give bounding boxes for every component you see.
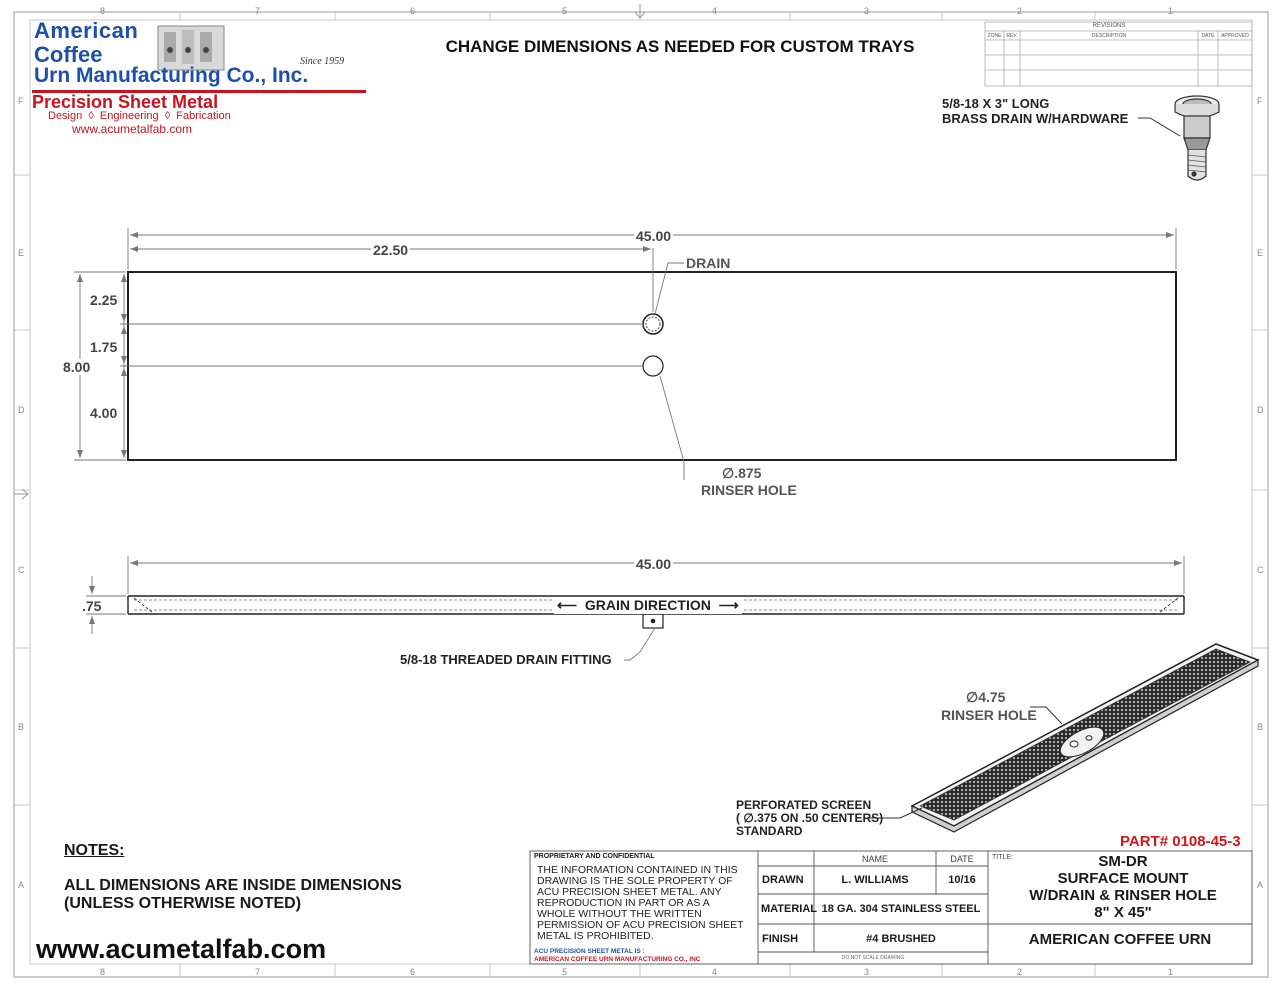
drain-callout: DRAIN xyxy=(686,255,731,271)
right-letter-c: C xyxy=(1257,565,1264,575)
rev-col-description: DESCRIPTION xyxy=(1091,33,1127,39)
tb-drawn-name: L. WILLIAMS xyxy=(841,874,909,886)
top-view-arrowheads xyxy=(77,232,1174,458)
logo-services: Design ◊ Engineering ◊ Fabrication xyxy=(48,110,231,122)
tb-proprietary-heading: PROPRIETARY AND CONFIDENTIAL xyxy=(534,853,655,860)
tb-footer-line2: AMERICAN COFFEE URN MANUFACTURING CO., INC xyxy=(534,956,701,963)
rev-col-rev: REV. xyxy=(1006,33,1018,39)
perforated-callout-2: ( ∅.375 ON .50 CENTERS) xyxy=(736,811,884,825)
iso-rinser-label: RINSER HOLE xyxy=(941,707,1037,723)
threaded-fitting-callout: 5/8-18 THREADED DRAIN FITTING xyxy=(400,652,612,667)
bottom-num-4: 4 xyxy=(712,967,718,977)
top-num-4: 4 xyxy=(712,6,718,16)
dim-side-length: 45.00 xyxy=(636,556,672,572)
dim-overall-length: 45.00 xyxy=(636,228,672,244)
tb-title-label: TITLE: xyxy=(992,854,1014,861)
dim-8-00: 8.00 xyxy=(63,359,91,375)
tb-name-header: NAME xyxy=(861,854,888,864)
header-title: CHANGE DIMENSIONS AS NEEDED FOR CUSTOM TRAYS xyxy=(445,37,915,56)
logo-line1: American xyxy=(34,18,139,43)
company-logo xyxy=(32,18,372,142)
inner-border xyxy=(30,20,1252,964)
rinser-hole xyxy=(643,356,663,376)
tb-title-line2: SURFACE MOUNT xyxy=(1057,870,1189,887)
part-number: PART# 0108-45-3 xyxy=(1120,833,1241,850)
rinser-hole-callout: RINSER HOLE xyxy=(701,482,797,498)
tb-proprietary-text: THE INFORMATION CONTAINED IN THIS DRAWING IS THE SOLE PROPERTY OF ACU PRECISION SHEET METAL. ANY REPRODUCTION IN PART OR AS A WHOLE WITHOUT THE WRITTEN PERMISSION OF ACU PRECISION SHEET METAL IS PROHIBITED. xyxy=(537,864,744,942)
perforated-callout-1: PERFORATED SCREEN xyxy=(736,798,872,812)
left-letter-a: A xyxy=(18,880,25,890)
revisions-title: REVISIONS xyxy=(1092,23,1126,29)
tb-drawn-label: DRAWN xyxy=(762,874,804,886)
top-num-2: 2 xyxy=(1017,6,1023,16)
bottom-num-2: 2 xyxy=(1017,967,1023,977)
dim-4-00: 4.00 xyxy=(90,405,118,421)
tb-title-line1: SM-DR xyxy=(1098,853,1148,870)
outer-border xyxy=(14,12,1268,977)
right-letter-b: B xyxy=(1257,722,1264,732)
tb-date-header: DATE xyxy=(950,854,974,864)
logo-line2: Coffee xyxy=(34,42,103,67)
brass-drain-callout-1: 5/8-18 X 3" LONG xyxy=(942,96,1050,111)
left-letter-b: B xyxy=(18,722,25,732)
left-letter-f: F xyxy=(18,96,24,106)
top-num-3: 3 xyxy=(864,6,870,16)
tb-footer-line1: ACU PRECISION SHEET METAL IS : xyxy=(534,948,645,955)
tb-material-value: 18 GA. 304 STAINLESS STEEL xyxy=(821,903,981,915)
top-view-dims xyxy=(74,228,1176,480)
bottom-num-5: 5 xyxy=(562,967,568,977)
dim-half-length: 22.50 xyxy=(373,242,409,258)
tb-drawn-date: 10/16 xyxy=(948,874,976,886)
bottom-num-6: 6 xyxy=(410,967,416,977)
rev-col-zone: ZONE xyxy=(987,33,1002,39)
brass-drain-illustration xyxy=(1175,96,1219,180)
tb-do-not-scale: DO NOT SCALE DRAWING xyxy=(841,955,905,961)
right-letter-e: E xyxy=(1257,248,1264,258)
top-num-6: 6 xyxy=(410,6,416,16)
top-num-5: 5 xyxy=(562,6,568,16)
bottom-num-3: 3 xyxy=(864,967,870,977)
top-num-7: 7 xyxy=(255,6,261,16)
notes-line1: ALL DIMENSIONS ARE INSIDE DIMENSIONS xyxy=(64,877,402,894)
dim-2-25: 2.25 xyxy=(90,292,118,308)
zone-ticks xyxy=(14,12,1268,977)
left-letter-c: C xyxy=(18,565,25,575)
right-letter-f: F xyxy=(1257,96,1263,106)
website-footer[interactable]: www.acumetalfab.com xyxy=(36,934,327,964)
logo-subtitle: Precision Sheet Metal xyxy=(32,92,219,112)
notes-line2: (UNLESS OTHERWISE NOTED) xyxy=(64,895,302,912)
tb-finish-value: #4 BRUSHED xyxy=(866,933,936,945)
bottom-num-1: 1 xyxy=(1168,967,1174,977)
iso-rinser-dia: ∅4.75 xyxy=(966,689,1006,705)
logo-line3: Urn Manufacturing Co., Inc. xyxy=(34,64,309,87)
rinser-dia-callout: ∅.875 xyxy=(722,465,762,481)
left-letter-e: E xyxy=(18,248,25,258)
grain-direction: ⟵ GRAIN DIRECTION ⟶ xyxy=(554,597,742,614)
top-num-1: 1 xyxy=(1168,6,1174,16)
isometric-tray xyxy=(912,644,1258,832)
revisions-table xyxy=(985,22,1252,86)
logo-url: www.acumetalfab.com xyxy=(72,122,193,136)
rev-col-approved: APPROVED xyxy=(1221,33,1249,39)
brass-drain-callout-2: BRASS DRAIN W/HARDWARE xyxy=(942,111,1129,126)
dim-height: .75 xyxy=(82,598,102,614)
tb-title-line4: 8" X 45" xyxy=(1094,904,1152,921)
tb-material-label: MATERIAL xyxy=(761,903,818,915)
right-letter-d: D xyxy=(1257,405,1264,415)
logo-since: Since 1959 xyxy=(300,56,345,67)
brass-drain-leader xyxy=(1138,118,1180,136)
bottom-num-7: 7 xyxy=(255,967,261,977)
center-mark-left xyxy=(14,489,28,499)
tb-company: AMERICAN COFFEE URN xyxy=(1028,931,1212,948)
right-letter-a: A xyxy=(1257,880,1264,890)
tb-title-line3: W/DRAIN & RINSER HOLE xyxy=(1029,887,1217,904)
top-num-8: 8 xyxy=(100,6,106,16)
notes-heading: NOTES: xyxy=(64,842,125,859)
bottom-num-8: 8 xyxy=(100,967,106,977)
perforated-callout-3: STANDARD xyxy=(736,824,803,838)
rev-col-date: DATE xyxy=(1201,33,1215,39)
tb-finish-label: FINISH xyxy=(762,933,799,945)
dim-1-75: 1.75 xyxy=(90,339,118,355)
left-letter-d: D xyxy=(18,405,25,415)
center-mark-top xyxy=(635,4,645,18)
